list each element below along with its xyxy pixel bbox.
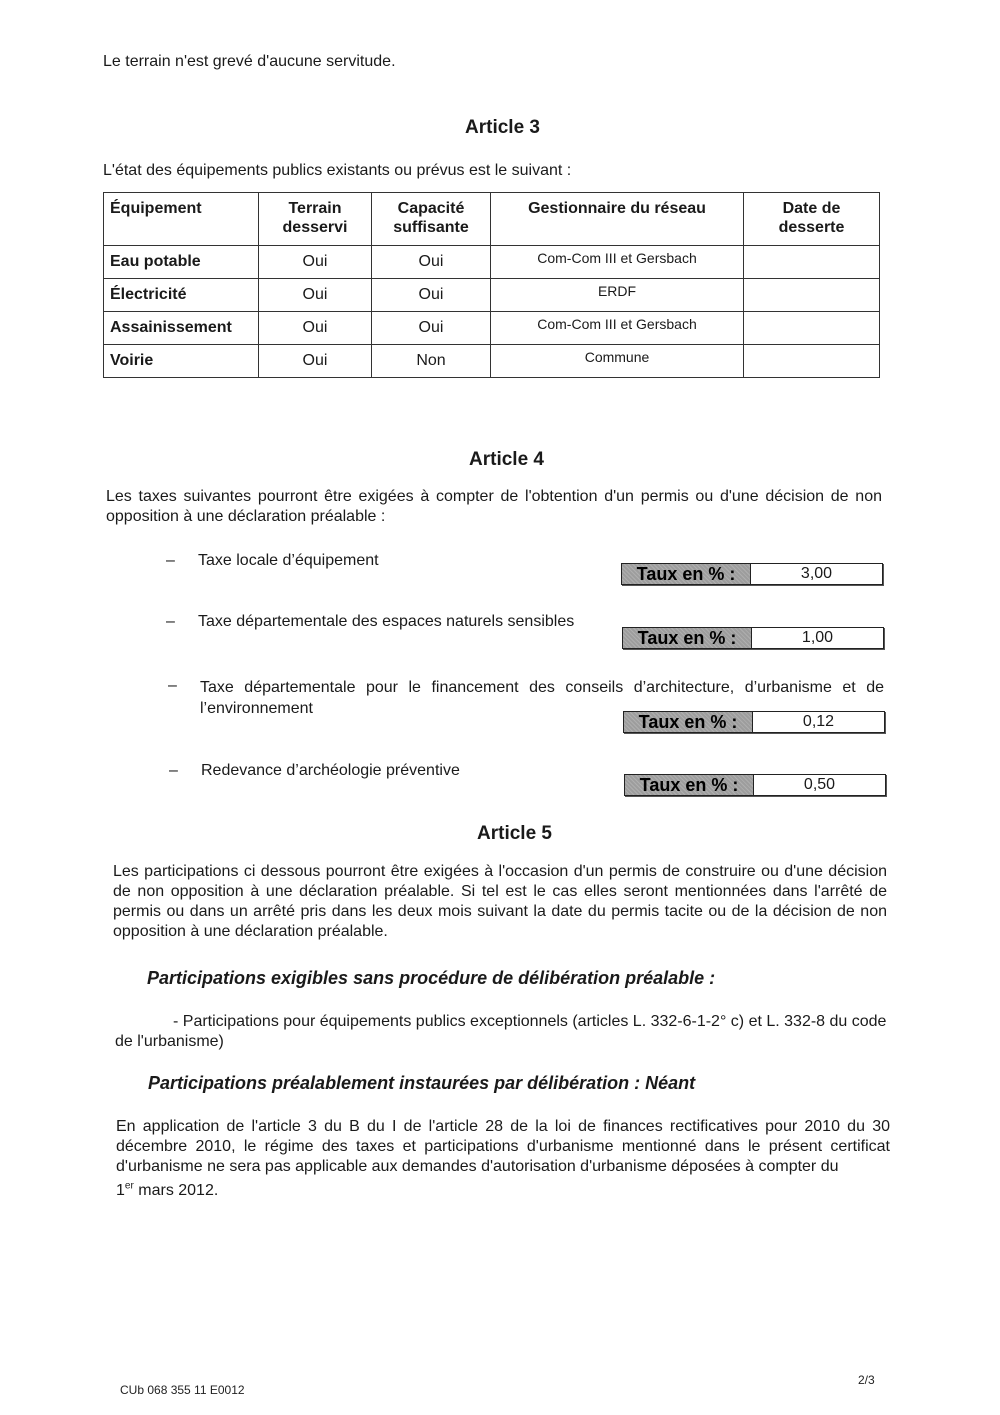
col-gestionnaire: Gestionnaire du réseau [491,193,744,246]
closing-day: 1 [116,1182,125,1200]
rate-box [624,774,886,796]
table-row [104,279,880,312]
article-4-title: Article 4 [469,449,544,470]
subheading-sans-deliberation: Participations exigibles sans procédure de délibération préalable : [147,968,716,988]
col-date-desserte: Date de desserte [744,193,880,246]
rate-box [622,627,884,649]
rate-value: 3,00 [800,565,833,582]
cell-terrain: Oui [259,246,372,279]
rate-label: Taux en % : [622,564,751,584]
tax-label: Taxe départementale des espaces naturels sensibles [198,613,575,630]
cell-equipement: Voirie [104,345,259,378]
dash-bullet: – [168,677,177,694]
tax-label: Redevance d’archéologie préventive [201,762,460,779]
cell-capacite: Oui [372,279,491,312]
rate-box [621,563,883,585]
article-5-title: Article 5 [477,823,552,844]
article-3-intro: L'état des équipements publics existants ou prévus est le suivant : [103,162,572,179]
rate-value: 0,12 [802,713,835,730]
cell-capacite: Oui [372,246,491,279]
cell-date [744,279,880,312]
article-4-intro: Les taxes suivantes pourront être exigées à compter de l'obtention d'un permis ou d'une décision de non opposition à une déclaration préalable : [106,488,882,525]
cell-gestionnaire: Commune [491,345,744,378]
cell-gestionnaire: Com-Com III et Gersbach [491,246,744,279]
cell-terrain: Oui [259,279,372,312]
cell-equipement: Assainissement [104,312,259,345]
table-header-row [104,193,880,246]
table-row [104,246,880,279]
col-terrain-desservi: Terrain desservi [259,193,372,246]
rate-value: 1,00 [801,629,834,646]
rate-label: Taux en % : [625,775,754,795]
closing-end: mars 2012. [133,1182,219,1200]
participation-item: - Participations pour équipements publics exceptionnels (articles L. 332-6-1-2° c) et L. 332-8 du code de l'urbanisme) [115,1013,887,1050]
cell-equipement: Eau potable [104,246,259,279]
cell-gestionnaire: Com-Com III et Gersbach [491,312,744,345]
cell-capacite: Non [372,345,491,378]
cell-terrain: Oui [259,312,372,345]
dash-bullet: – [166,613,175,630]
servitude-statement: Le terrain n'est grevé d'aucune servitude. [103,53,396,70]
rate-label: Taux en % : [624,712,753,732]
cell-equipement: Électricité [104,279,259,312]
cell-capacite: Oui [372,312,491,345]
document-reference: CUb 068 355 11 E0012 [120,1383,245,1397]
table-row [104,312,880,345]
tax-label: Taxe départementale pour le financement des conseils d’architecture, d’urbanisme et de l’environnement [200,679,884,717]
page-number: 2/3 [858,1373,875,1387]
cell-date [744,246,880,279]
col-capacite-suffisante: Capacité suffisante [372,193,491,246]
closing-date [116,1182,218,1199]
article-5-intro: Les participations ci dessous pourront être exigées à l'occasion d'un permis de construire ou d'une décision de non opposition à une déclaration préalable. Si tel est le cas elles seront mentionnées dans l'arrêté de permis ou dans un arrêté pris dans les deux mois suivant la date du permis tacite ou de la décision de non opposition à une déclaration préalable. [113,863,887,940]
closing-sup: er [124,1181,134,1192]
cell-date [744,345,880,378]
col-equipement: Équipement [104,193,259,246]
cell-terrain: Oui [259,345,372,378]
article-3-title: Article 3 [465,117,540,138]
dash-bullet: – [166,552,175,569]
table-row [104,345,880,378]
cell-gestionnaire: ERDF [491,279,744,312]
rate-box [623,711,885,733]
rate-label: Taux en % : [623,628,752,648]
rate-value: 0,50 [803,776,836,793]
equipment-table [103,192,880,378]
closing-main: En application de l'article 3 du B du I de l'article 28 de la loi de finances rectificatives pour 2010 du 30 décembre 2010, le régime des taxes et participations d'urbanisme mentionné dans le présent certificat d'urbanisme ne sera pas applicable aux demandes d'autorisation d'urbanisme déposées à compter du [116,1118,890,1175]
tax-label: Taxe locale d’équipement [198,552,379,569]
dash-bullet: – [169,762,178,779]
subheading-deliberation-neant: Participations préalablement instaurées par délibération : Néant [148,1073,696,1093]
cell-date [744,312,880,345]
closing-paragraph [116,1117,890,1201]
